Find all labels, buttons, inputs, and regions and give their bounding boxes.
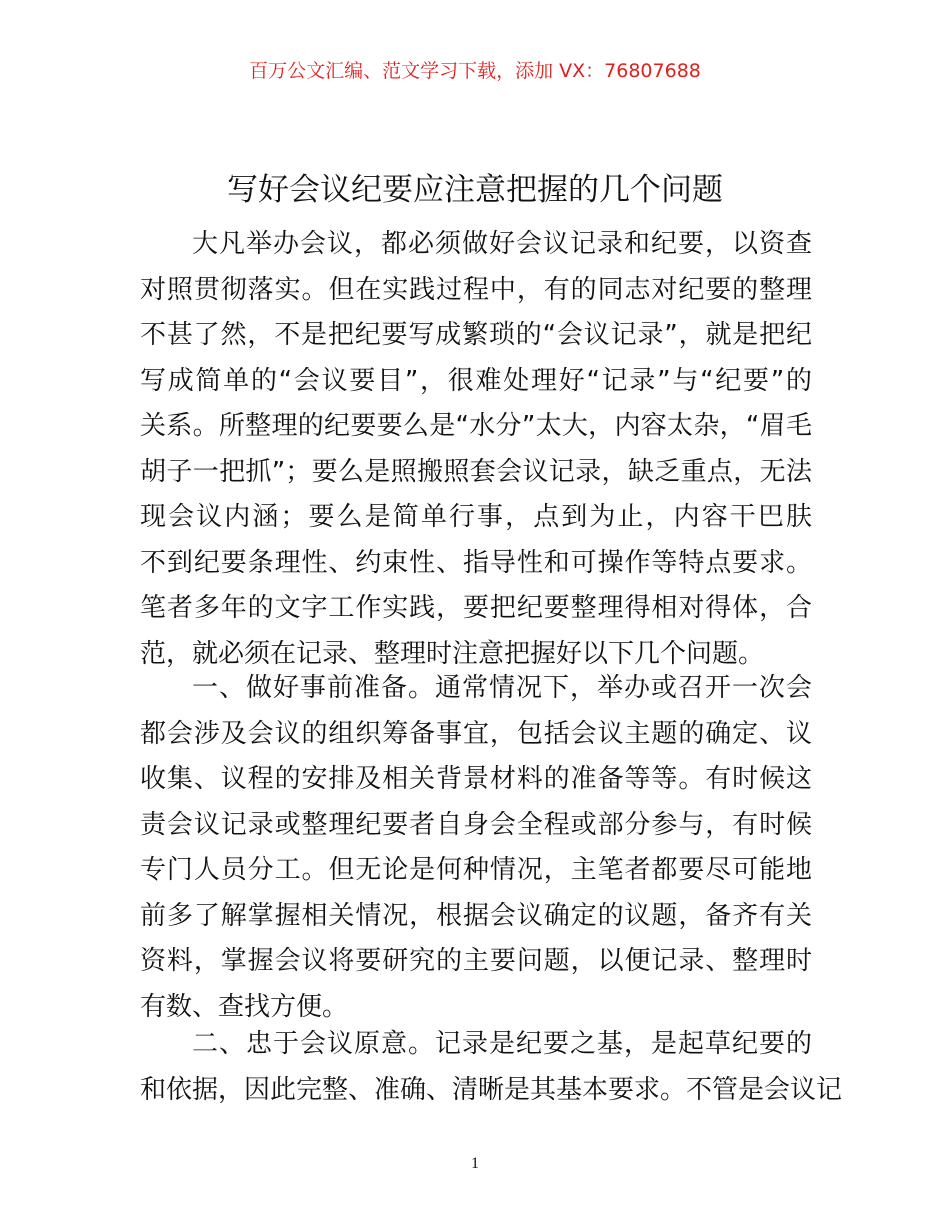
text-line: 不甚了然，不是把纪要写成繁琐的“会议记录”，就是把纪	[140, 320, 812, 350]
document-title: 写好会议纪要应注意把握的几个问题	[227, 172, 723, 208]
text-line: 关系。所整理的纪要要么是“水分”太大，内容太杂，“眉毛	[140, 411, 812, 441]
text-line: 胡子一把抓”；要么是照搬照套会议记录，缺乏重点，无法	[140, 456, 812, 487]
text-line: 大凡举办会议，都必须做好会议记录和纪要，以资查	[192, 229, 812, 259]
paragraph-section-2	[140, 1022, 843, 1113]
text-line: 不到纪要条理性、约束性、指导性和可操作等特点要求。	[140, 547, 812, 578]
text-line: 前多了解掌握相关情况，根据会议确定的议题，备齐有关	[140, 900, 812, 931]
text-line: 和依据，因此完整、准确、清晰是其基本要求。不管是会议记	[140, 1074, 843, 1105]
text-line: 二、忠于会议原意。记录是纪要之基，是起草纪要的	[192, 1029, 812, 1059]
page-number: 1	[471, 1155, 479, 1172]
text-line: 收集、议程的安排及相关背景材料的准备等等。有时候这	[140, 764, 812, 794]
text-line: 一、做好事前准备。通常情况下，举办或召开一次会	[192, 673, 812, 703]
text-line: 责会议记录或整理纪要者自身会全程或部分参与，有时候	[140, 809, 812, 840]
text-line: 范，就必须在记录、整理时注意把握好以下几个问题。	[140, 638, 765, 669]
paragraph-section-1	[140, 666, 812, 1030]
watermark-header: 百万公文汇编、范文学习下载，添加 VX：76807688	[249, 60, 701, 82]
text-line: 专门人员分工。但无论是何种情况，主笔者都要尽可能地	[140, 855, 812, 885]
text-line: 对照贯彻落实。但在实践过程中，有的同志对纪要的整理	[140, 274, 812, 305]
text-line: 资料，掌握会议将要研究的主要问题，以便记录、整理时	[140, 946, 812, 976]
text-line: 笔者多年的文字工作实践，要把纪要整理得相对得体，合	[140, 593, 812, 623]
text-line: 写成简单的“会议要目”，很难处理好“记录”与“纪要”的	[140, 365, 812, 396]
text-line: 现会议内涵；要么是简单行事，点到为止，内容干巴肤	[140, 502, 812, 532]
paragraph-intro	[140, 222, 812, 677]
text-line: 有数、查找方便。	[140, 991, 349, 1022]
text-line: 都会涉及会议的组织筹备事宜，包括会议主题的确定、议	[140, 718, 812, 749]
